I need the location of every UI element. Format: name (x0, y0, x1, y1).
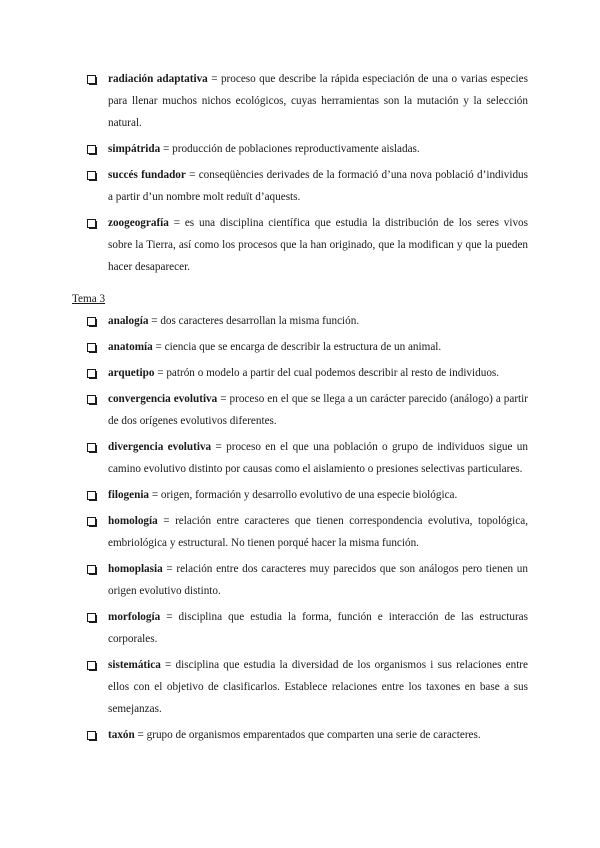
list-item (0, 68, 600, 134)
list-item (0, 654, 600, 720)
glossary-term: zoogeografía (108, 217, 169, 229)
glossary-term: morfología (108, 611, 161, 623)
checkbox-bullet-icon (87, 369, 96, 378)
list-item (0, 484, 600, 506)
glossary-term: filogenia (108, 489, 150, 501)
list-item (0, 362, 600, 384)
checkbox-bullet-icon (87, 317, 96, 326)
glossary-definition: = proceso que describe la rápida especiación de una o varias especies para llenar muchos nichos ecológicos, cuyas herramientas son la mutación y la selección natural. (108, 73, 528, 129)
glossary-definition: = relación entre caracteres que tienen correspondencia evolutiva, topológica, embriológica y estructural. No tienen porqué hacer la misma función. (108, 515, 528, 549)
list-item (0, 510, 600, 554)
glossary-term: succés fundador (108, 169, 186, 181)
list-item (0, 212, 600, 278)
glossary-term: taxón (108, 729, 135, 741)
glossary-definition: = relación entre dos caracteres muy parecidos que son análogos pero tienen un origen evolutivo distinto. (108, 563, 528, 597)
glossary-definition: = grupo de organismos emparentados que comparten una serie de caracteres. (134, 729, 481, 741)
glossary-definition: = conseqüències derivades de la formació d’una nova població d’individus a partir d’un nombre molt reduït d’aquests. (108, 169, 528, 203)
list-item (0, 336, 600, 358)
list-item (0, 606, 600, 650)
list-item (0, 388, 600, 432)
glossary-term: convergencia evolutiva (108, 393, 218, 405)
glossary-definition: = disciplina que estudia la diversidad de los organismos i sus relaciones entre ellos con el objetivo de clasificarlos. Establece relaciones entre los taxones en base a sus semejanzas. (108, 659, 528, 715)
checkbox-bullet-icon (87, 613, 96, 622)
list-item (0, 138, 600, 160)
checkbox-bullet-icon (87, 171, 96, 180)
glossary-term: homoplasia (108, 563, 163, 575)
checkbox-bullet-icon (87, 565, 96, 574)
glossary-definition: = es una disciplina científica que estudia la distribución de los seres vivos sobre la Tierra, así como los procesos que la han originado, que la modifican y que la pueden hacer desaparecer. (108, 217, 528, 273)
glossary-definition: = disciplina que estudia la forma, función e interacción de las estructuras corporales. (108, 611, 528, 645)
glossary-term: arquetipo (108, 367, 155, 379)
glossary-definition: = proceso en el que una población o grupo de individuos sigue un camino evolutivo distinto por causas como el aislamiento o presiones selectivas particulares. (108, 441, 528, 475)
glossary-term: simpátrida (108, 143, 161, 155)
list-item (0, 310, 600, 332)
glossary-definition: = producción de poblaciones reproductivamente aisladas. (160, 143, 420, 155)
list-item (0, 558, 600, 602)
glossary-term: analogía (108, 315, 149, 327)
checkbox-bullet-icon (87, 75, 96, 84)
glossary-definition: = origen, formación y desarrollo evolutivo de una especie biológica. (149, 489, 458, 501)
checkbox-bullet-icon (87, 731, 96, 740)
glossary-definition: = proceso en el que se llega a un carácter parecido (análogo) a partir de dos orígenes evolutivos diferentes. (108, 393, 529, 427)
section-heading: Tema 3 (72, 293, 106, 305)
checkbox-bullet-icon (87, 395, 96, 404)
checkbox-bullet-icon (87, 343, 96, 352)
checkbox-bullet-icon (87, 661, 96, 670)
checkbox-bullet-icon (87, 517, 96, 526)
glossary-term: anatomía (108, 341, 153, 353)
glossary-term: sistemática (108, 659, 161, 671)
glossary-term: radiación adaptativa (108, 73, 208, 85)
glossary-definition: = ciencia que se encarga de describir la estructura de un animal. (152, 341, 442, 353)
checkbox-bullet-icon (87, 491, 96, 500)
glossary-definition: = dos caracteres desarrollan la misma función. (148, 315, 360, 327)
glossary-term: homología (108, 515, 158, 527)
glossary-term: divergencia evolutiva (108, 441, 212, 453)
checkbox-bullet-icon (87, 219, 96, 228)
list-item (0, 436, 600, 480)
list-item (0, 164, 600, 208)
checkbox-bullet-icon (87, 145, 96, 154)
checkbox-bullet-icon (87, 443, 96, 452)
list-item (0, 724, 600, 746)
glossary-list-tema-3 (0, 310, 600, 750)
glossary-list-tema-2 (0, 68, 600, 282)
glossary-definition: = patrón o modelo a partir del cual podemos describir al resto de individuos. (154, 367, 500, 379)
